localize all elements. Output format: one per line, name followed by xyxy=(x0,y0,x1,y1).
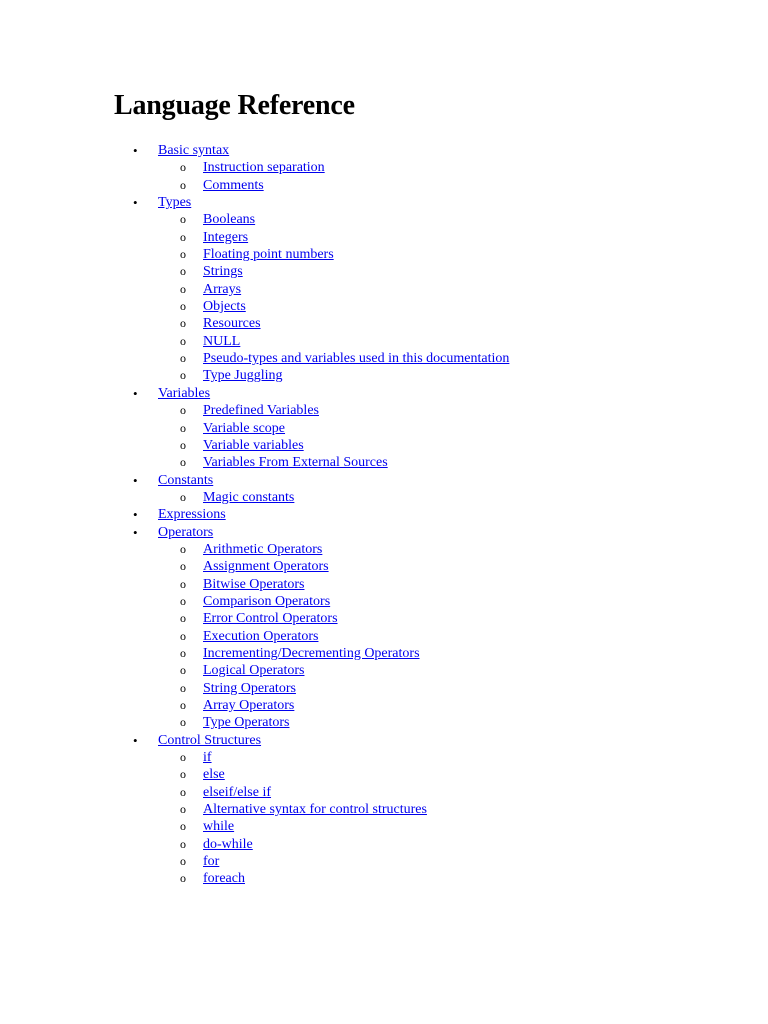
toc-section-row xyxy=(0,524,768,541)
toc-subsection-row xyxy=(0,298,768,315)
toc-subsection-link[interactable]: Comments xyxy=(203,177,264,193)
bullet-disc-icon: • xyxy=(133,732,138,748)
toc-subsection-row xyxy=(0,246,768,263)
toc-subsection-row xyxy=(0,697,768,714)
toc-subsection-row xyxy=(0,558,768,575)
toc-section xyxy=(0,194,768,385)
toc-subsection-item xyxy=(0,576,768,593)
bullet-circle-icon: o xyxy=(180,819,186,834)
toc-subsection-row xyxy=(0,437,768,454)
toc-section-link[interactable]: Expressions xyxy=(158,507,226,523)
toc-subsection-row xyxy=(0,367,768,384)
bullet-circle-icon: o xyxy=(180,247,186,262)
toc-subsection-link[interactable]: Type Operators xyxy=(203,715,290,731)
toc-subsection-row xyxy=(0,350,768,367)
toc-subsection-row xyxy=(0,749,768,766)
toc-subsection-row xyxy=(0,853,768,870)
bullet-circle-icon: o xyxy=(180,698,186,712)
toc-subsection-link[interactable]: Bitwise Operators xyxy=(203,576,305,592)
toc-subsection-item xyxy=(0,333,768,350)
bullet-circle-icon: o xyxy=(180,455,186,470)
page-title: Language Reference xyxy=(114,90,355,121)
bullet-circle-icon: o xyxy=(180,611,186,626)
toc-subsection-row xyxy=(0,333,768,350)
toc-subsection-item xyxy=(0,714,768,731)
toc-subsection-list xyxy=(0,159,768,194)
toc-subsection-link[interactable]: elseif/else if xyxy=(203,784,272,800)
toc-section-link[interactable]: Variables xyxy=(158,385,211,401)
toc-subsection-row xyxy=(0,801,768,818)
toc-subsection-item xyxy=(0,784,768,801)
toc-section xyxy=(0,732,768,888)
toc-subsection-row xyxy=(0,610,768,627)
toc-subsection-link[interactable]: Error Control Operators xyxy=(203,611,338,627)
bullet-circle-icon: o xyxy=(180,854,186,869)
toc-subsection-row xyxy=(0,628,768,645)
toc-subsection-item xyxy=(0,211,768,228)
toc-subsection-item xyxy=(0,454,768,471)
toc-subsection-link[interactable]: Incrementing/Decrementing Operators xyxy=(203,645,420,661)
toc-section-link[interactable]: Constants xyxy=(158,472,214,488)
toc-subsection-item xyxy=(0,437,768,454)
toc-subsection-link[interactable]: Arithmetic Operators xyxy=(203,541,323,557)
bullet-circle-icon: o xyxy=(180,403,186,418)
bullet-circle-icon: o xyxy=(180,281,186,296)
toc-subsection-item xyxy=(0,229,768,246)
bullet-circle-icon: o xyxy=(180,836,186,851)
toc-subsection-item xyxy=(0,541,768,558)
toc-subsection-link[interactable]: Array Operators xyxy=(203,698,295,713)
toc-subsection-item xyxy=(0,870,768,887)
toc-subsection-row xyxy=(0,870,768,887)
toc-section-row xyxy=(0,194,768,211)
toc-section xyxy=(0,472,768,507)
toc-subsection-item xyxy=(0,818,768,835)
toc-section xyxy=(0,506,768,523)
toc-subsection-row xyxy=(0,784,768,801)
toc-subsection-link[interactable]: Variable variables xyxy=(203,437,304,453)
bullet-circle-icon: o xyxy=(180,576,186,591)
toc-subsection-row xyxy=(0,489,768,506)
toc-subsection-link[interactable]: Strings xyxy=(203,264,243,280)
toc-subsection-row xyxy=(0,454,768,471)
bullet-disc-icon: • xyxy=(133,385,138,401)
toc-subsection-link[interactable]: Instruction separation xyxy=(203,160,325,176)
bullet-circle-icon: o xyxy=(180,229,186,244)
bullet-circle-icon: o xyxy=(180,177,186,192)
toc-subsection-item xyxy=(0,680,768,697)
toc-subsection-item xyxy=(0,367,768,384)
toc-section-link[interactable]: Basic syntax xyxy=(158,143,230,158)
toc-subsection-item xyxy=(0,315,768,332)
bullet-circle-icon: o xyxy=(180,264,186,279)
toc-subsection-list xyxy=(0,402,768,471)
bullet-circle-icon: o xyxy=(180,680,186,695)
toc-subsection-item xyxy=(0,489,768,506)
toc-subsection-link[interactable]: Alternative syntax for control structures xyxy=(203,802,427,818)
toc-subsection-item xyxy=(0,766,768,783)
toc-subsection-link[interactable]: Logical Operators xyxy=(203,663,305,679)
bullet-circle-icon: o xyxy=(180,767,186,782)
bullet-circle-icon: o xyxy=(180,212,186,227)
toc-subsection-item xyxy=(0,836,768,853)
bullet-circle-icon: o xyxy=(180,645,186,660)
toc-subsection-item xyxy=(0,610,768,627)
toc-subsection-row xyxy=(0,836,768,853)
toc-section-row xyxy=(0,732,768,749)
toc-subsection-row xyxy=(0,315,768,332)
toc-subsection-row xyxy=(0,159,768,176)
toc-subsection-row xyxy=(0,541,768,558)
toc-section-link[interactable]: Control Structures xyxy=(158,732,262,748)
toc-section-link[interactable]: Operators xyxy=(158,524,214,540)
toc-subsection-link[interactable]: Assignment Operators xyxy=(203,559,329,575)
bullet-disc-icon: • xyxy=(133,195,138,211)
bullet-circle-icon: o xyxy=(180,437,186,452)
toc-subsection-link[interactable]: while xyxy=(203,819,235,835)
toc-subsection-item xyxy=(0,402,768,419)
bullet-circle-icon: o xyxy=(180,420,186,435)
toc-subsection-row xyxy=(0,281,768,298)
toc-subsection-row xyxy=(0,263,768,280)
toc-subsection-row xyxy=(0,818,768,835)
toc-section-link[interactable]: Types xyxy=(158,195,192,211)
toc-subsection-item xyxy=(0,159,768,176)
toc-subsection-link[interactable]: Type Juggling xyxy=(203,368,283,384)
toc-subsection-link[interactable]: Booleans xyxy=(203,212,256,228)
toc-subsection-link[interactable]: String Operators xyxy=(203,680,296,696)
toc-subsection-row xyxy=(0,211,768,228)
bullet-circle-icon: o xyxy=(180,784,186,799)
toc-subsection-link[interactable]: Execution Operators xyxy=(203,628,319,644)
toc-subsection-item xyxy=(0,801,768,818)
toc-subsection-row xyxy=(0,593,768,610)
bullet-circle-icon: o xyxy=(180,715,186,730)
toc-subsection-link[interactable]: Floating point numbers xyxy=(203,247,334,263)
bullet-circle-icon: o xyxy=(180,750,186,765)
toc-subsection-item xyxy=(0,628,768,645)
toc-subsection-item xyxy=(0,420,768,437)
toc-subsection-list xyxy=(0,541,768,732)
bullet-circle-icon: o xyxy=(180,160,186,175)
toc-section-row xyxy=(0,472,768,489)
toc-subsection-item xyxy=(0,558,768,575)
toc-subsection-link[interactable]: Resources xyxy=(203,316,261,332)
toc-subsection-list xyxy=(0,211,768,384)
bullet-circle-icon: o xyxy=(180,489,186,504)
toc-subsection-link[interactable]: Comparison Operators xyxy=(203,593,331,609)
toc-section-row xyxy=(0,142,768,159)
toc-subsection-link[interactable]: Predefined Variables xyxy=(203,403,319,419)
bullet-circle-icon: o xyxy=(180,559,186,574)
toc-subsection-row xyxy=(0,680,768,697)
bullet-disc-icon: • xyxy=(133,472,138,488)
toc-section-row xyxy=(0,385,768,402)
toc-subsection-row xyxy=(0,402,768,419)
toc-subsection-row xyxy=(0,420,768,437)
bullet-circle-icon: o xyxy=(180,368,186,383)
table-of-contents xyxy=(0,142,768,888)
toc-subsection-item xyxy=(0,177,768,194)
toc-subsection-list xyxy=(0,749,768,888)
bullet-circle-icon: o xyxy=(180,593,186,608)
toc-subsection-link[interactable]: Variables From External Sources xyxy=(203,455,388,471)
toc-subsection-row xyxy=(0,576,768,593)
bullet-circle-icon: o xyxy=(180,316,186,331)
toc-subsection-row xyxy=(0,229,768,246)
toc-section xyxy=(0,524,768,732)
bullet-disc-icon: • xyxy=(133,507,138,523)
toc-subsection-item xyxy=(0,853,768,870)
toc-subsection-link[interactable]: Arrays xyxy=(203,281,242,297)
toc-subsection-item xyxy=(0,350,768,367)
toc-subsection-link[interactable]: Pseudo-types and variables used in this documentation xyxy=(203,351,510,367)
bullet-circle-icon: o xyxy=(180,802,186,817)
toc-subsection-item xyxy=(0,662,768,679)
bullet-disc-icon: • xyxy=(133,143,138,158)
toc-subsection-link[interactable]: Objects xyxy=(203,299,246,315)
toc-subsection-row xyxy=(0,177,768,194)
toc-subsection-link[interactable]: else xyxy=(203,767,225,783)
toc-subsection-link[interactable]: Magic constants xyxy=(203,489,295,505)
bullet-circle-icon: o xyxy=(180,299,186,314)
bullet-circle-icon: o xyxy=(180,628,186,643)
toc-subsection-item xyxy=(0,749,768,766)
toc-subsection-link[interactable]: for xyxy=(203,854,220,870)
toc-subsection-item xyxy=(0,263,768,280)
bullet-circle-icon: o xyxy=(180,663,186,678)
toc-subsection-link[interactable]: if xyxy=(203,750,212,766)
bullet-circle-icon: o xyxy=(180,351,186,366)
toc-subsection-item xyxy=(0,298,768,315)
bullet-circle-icon: o xyxy=(180,541,186,556)
toc-subsection-link[interactable]: Integers xyxy=(203,229,249,245)
toc-subsection-list xyxy=(0,489,768,506)
toc-subsection-link[interactable]: Variable scope xyxy=(203,420,286,436)
toc-subsection-link[interactable]: do-while xyxy=(203,836,253,852)
toc-subsection-row xyxy=(0,662,768,679)
toc-section xyxy=(0,385,768,472)
toc-subsection-item xyxy=(0,281,768,298)
bullet-circle-icon: o xyxy=(180,333,186,348)
toc-subsection-item xyxy=(0,697,768,714)
toc-subsection-row xyxy=(0,645,768,662)
bullet-circle-icon: o xyxy=(180,871,186,886)
toc-section-row xyxy=(0,506,768,523)
bullet-disc-icon: • xyxy=(133,524,138,540)
toc-subsection-item xyxy=(0,645,768,662)
toc-subsection-link[interactable]: foreach xyxy=(203,871,245,887)
toc-subsection-item xyxy=(0,246,768,263)
toc-section xyxy=(0,142,768,194)
toc-subsection-row xyxy=(0,766,768,783)
toc-subsection-row xyxy=(0,714,768,731)
toc-subsection-item xyxy=(0,593,768,610)
toc-subsection-link[interactable]: NULL xyxy=(203,333,241,349)
